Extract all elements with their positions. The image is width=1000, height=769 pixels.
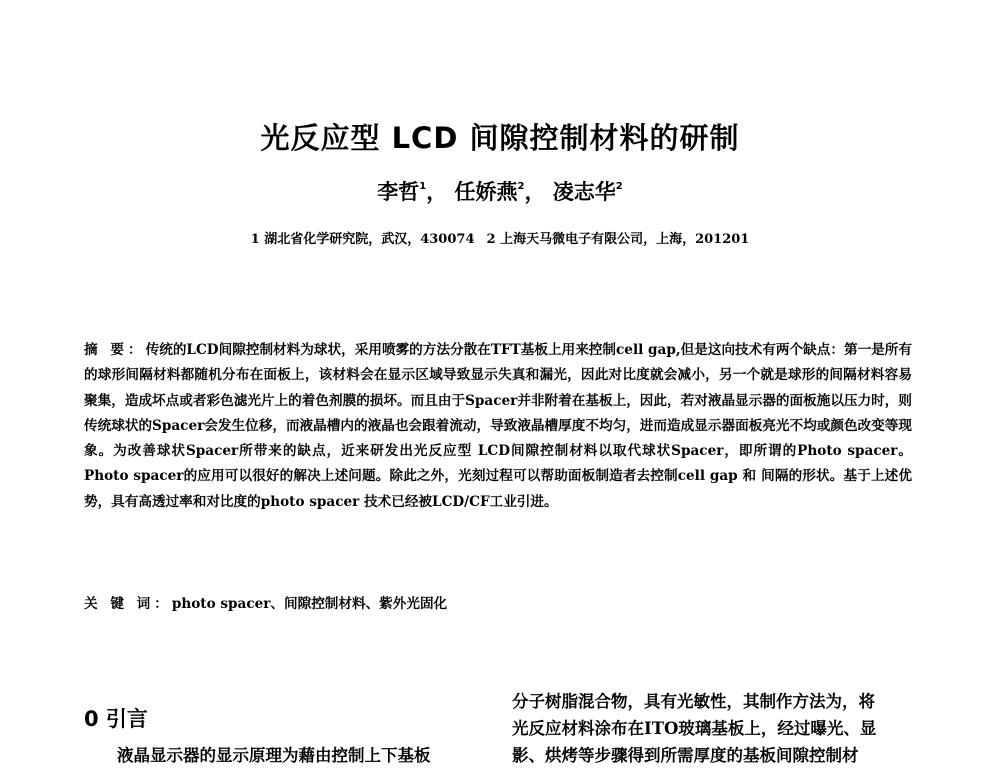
- abstract-text: 传统的LCD间隙控制材料为球状，采用喷雾的方法分散在TFT基板上用来控制cell gap,但是这向技术有两个缺点：第一是所有的球形间隔材料都随机分布在面板上，该材料会在显示区域导致显示失真和漏光，因此对比度就会减小，另一个就是球形的间隔材料容易聚集，造成坏点或者彩色滤光片上的着色剂膜的损坏。而且由于Spacer并非附着在基板上，因此，若对液晶显示器的面板施以压力时，则传统球状的Spacer会发生位移，而液晶槽内的液晶也会跟着流动，导致液晶槽厚度不均匀，进而造成显示器面板亮光不均或颜色改变等现象。为改善球状Spacer所带来的缺点，近来研发出光反应型 LCD间隙控制材料以取代球状Spacer，即所谓的Photo spacer。Photo spacer的应用可以很好的解决上述问题。除此之外，光刻过程可以帮助面板制造者去控制cell gap 和 间隔的形状。基于上述优势，具有高透过率和对比度的photo spacer 技术已经被LCD/CF工业引进。: [84, 342, 912, 510]
- author-name: 李哲: [377, 180, 420, 204]
- body-left-column: 液晶显示器的显示原理为藉由控制上下基板: [117, 746, 431, 765]
- affiliation-1: 1 湖北省化学研究院，武汉，430074: [250, 232, 475, 247]
- affiliations: [0, 228, 1000, 247]
- affiliation-2: 2 上海天马微电子有限公司，上海，201201: [486, 232, 750, 247]
- paper-title: 光反应型 LCD 间隙控制材料的研制: [260, 121, 740, 155]
- keywords: [84, 592, 912, 612]
- author-affiliation-mark: 1: [419, 181, 427, 192]
- keywords-text: photo spacer、间隙控制材料、紫外光固化: [171, 596, 448, 612]
- abstract-label: 摘 要：: [84, 342, 146, 358]
- abstract: [84, 338, 912, 515]
- body-line: 分子树脂混合物，具有光敏性，其制作方法为，将: [512, 692, 875, 711]
- body-line: 光反应材料涂布在ITO玻璃基板上，经过曝光、显: [512, 719, 877, 738]
- body-right-column: [512, 688, 912, 769]
- keywords-label: 关 键 词：: [84, 596, 172, 612]
- author-affiliation-mark: 2: [615, 181, 623, 192]
- body-line: 影、烘烤等步骤得到所需厚度的基板间隙控制材: [512, 746, 859, 765]
- author-separator: ，: [524, 180, 546, 204]
- section-heading: 0 引言: [84, 707, 148, 731]
- author-name: 凌志华: [552, 180, 616, 204]
- author-name: 任娇燕: [454, 180, 518, 204]
- author-affiliation-mark: 2: [517, 181, 525, 192]
- author-separator: ，: [426, 180, 448, 204]
- author-list: [0, 176, 1000, 206]
